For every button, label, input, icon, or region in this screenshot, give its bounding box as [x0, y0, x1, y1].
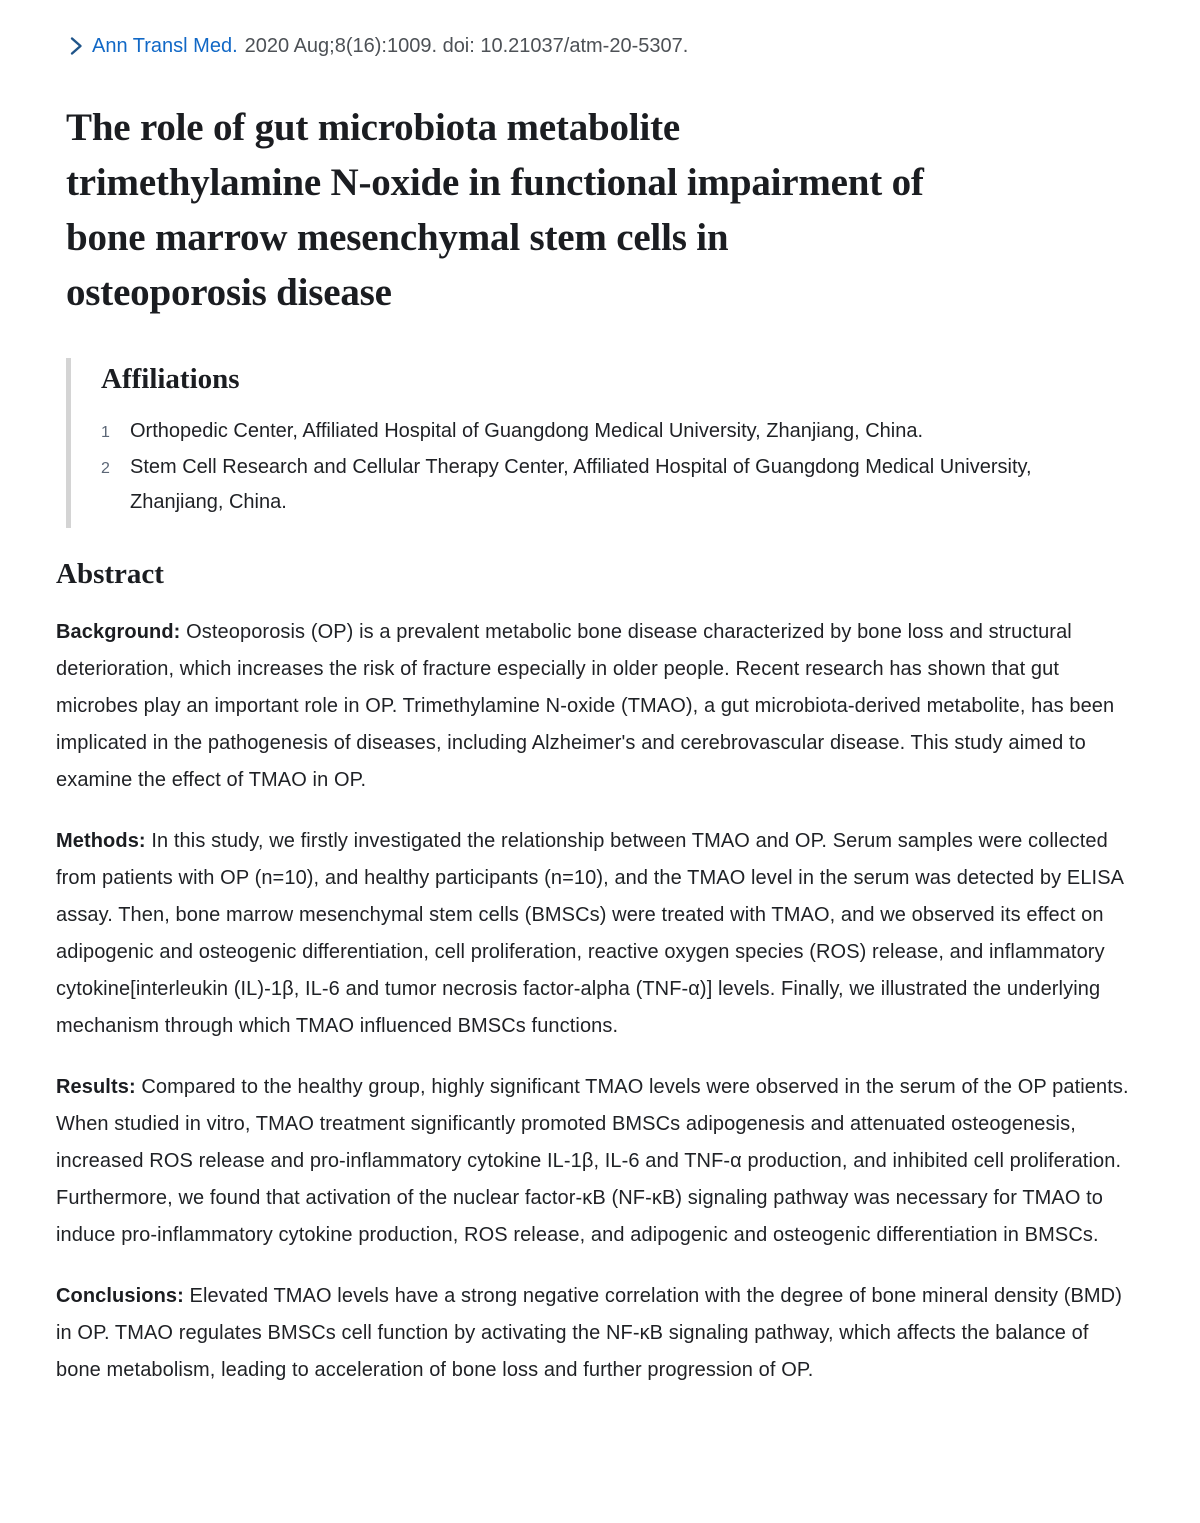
paragraph-label: Methods: [56, 830, 146, 852]
affiliations-list [101, 414, 1121, 520]
article-title-line-3: bone marrow mesenchymal stem cells in [66, 216, 729, 259]
citation-text: 2020 Aug;8(16):1009. doi: 10.21037/atm-20-5307. [244, 35, 689, 57]
article-header [56, 33, 1144, 528]
abstract-paragraph-background [56, 614, 1136, 799]
affiliations-section [66, 358, 1144, 528]
affiliation-item [101, 414, 1121, 450]
abstract-heading: Abstract [56, 558, 164, 590]
affiliation-text: Orthopedic Center, Affiliated Hospital of Guangdong Medical University, Zhanjiang, China. [130, 420, 924, 442]
article-title [66, 100, 1144, 320]
citation-line [70, 33, 1144, 59]
affiliation-number: 2 [101, 460, 110, 477]
article-title-line-2: trimethylamine N-oxide in functional impairment of [66, 161, 924, 204]
abstract-paragraph-methods [56, 823, 1136, 1045]
article-title-line-4: osteoporosis disease [66, 271, 392, 314]
abstract-paragraph-conclusions [56, 1278, 1136, 1389]
paragraph-label: Conclusions: [56, 1285, 184, 1307]
article-title-line-1: The role of gut microbiota metabolite [66, 106, 680, 149]
affiliation-item [101, 450, 1121, 520]
chevron-right-icon[interactable] [70, 36, 83, 56]
paragraph-text: Elevated TMAO levels have a strong negative correlation with the degree of bone mineral density (BMD) in OP. TMAO regulates BMSCs cell function by activating the NF-κB signaling pathway, which affects the balance of bone metabolism, leading to acceleration of bone loss and further progression of OP. [56, 1285, 1122, 1381]
abstract-section [56, 555, 1144, 1389]
affiliations-heading: Affiliations [101, 363, 240, 395]
paragraph-text: Compared to the healthy group, highly significant TMAO levels were observed in the serum of the OP patients. When studied in vitro, TMAO treatment significantly promoted BMSCs adipogenesis and attenuated osteogenesis, increased ROS release and pro-inflammatory cytokine IL-1β, IL-6 and TNF-α production, and inhibited cell proliferation. Furthermore, we found that activation of the nuclear factor-κB (NF-κB) signaling pathway was necessary for TMAO to induce pro-inflammatory cytokine production, ROS release, and adipogenic and osteogenic differentiation in BMSCs. [56, 1076, 1129, 1246]
paragraph-text: In this study, we firstly investigated the relationship between TMAO and OP. Serum samples were collected from patients with OP (n=10), and healthy participants (n=10), and the TMAO level in the serum was detected by ELISA assay. Then, bone marrow mesenchymal stem cells (BMSCs) were treated with TMAO, and we observed its effect on adipogenic and osteogenic differentiation, cell proliferation, reactive oxygen species (ROS) release, and inflammatory cytokine[interleukin (IL)-1β, IL-6 and tumor necrosis factor-alpha (TNF-α)] levels. Finally, we illustrated the underlying mechanism through which TMAO influenced BMSCs functions. [56, 830, 1123, 1037]
paragraph-text: Osteoporosis (OP) is a prevalent metabolic bone disease characterized by bone loss and structural deterioration, which increases the risk of fracture especially in older people. Recent research has shown that gut microbes play an important role in OP. Trimethylamine N-oxide (TMAO), a gut microbiota-derived metabolite, has been implicated in the pathogenesis of diseases, including Alzheimer's and cerebrovascular disease. This study aimed to examine the effect of TMAO in OP. [56, 621, 1115, 791]
paragraph-label: Background: [56, 621, 181, 643]
affiliation-text: Stem Cell Research and Cellular Therapy Center, Affiliated Hospital of Guangdong Medical University, Zhanjiang, China. [130, 456, 1032, 513]
paragraph-label: Results: [56, 1076, 136, 1098]
affiliation-number: 1 [101, 424, 110, 441]
abstract-paragraph-results [56, 1069, 1136, 1254]
journal-link[interactable]: Ann Transl Med. [92, 35, 238, 57]
